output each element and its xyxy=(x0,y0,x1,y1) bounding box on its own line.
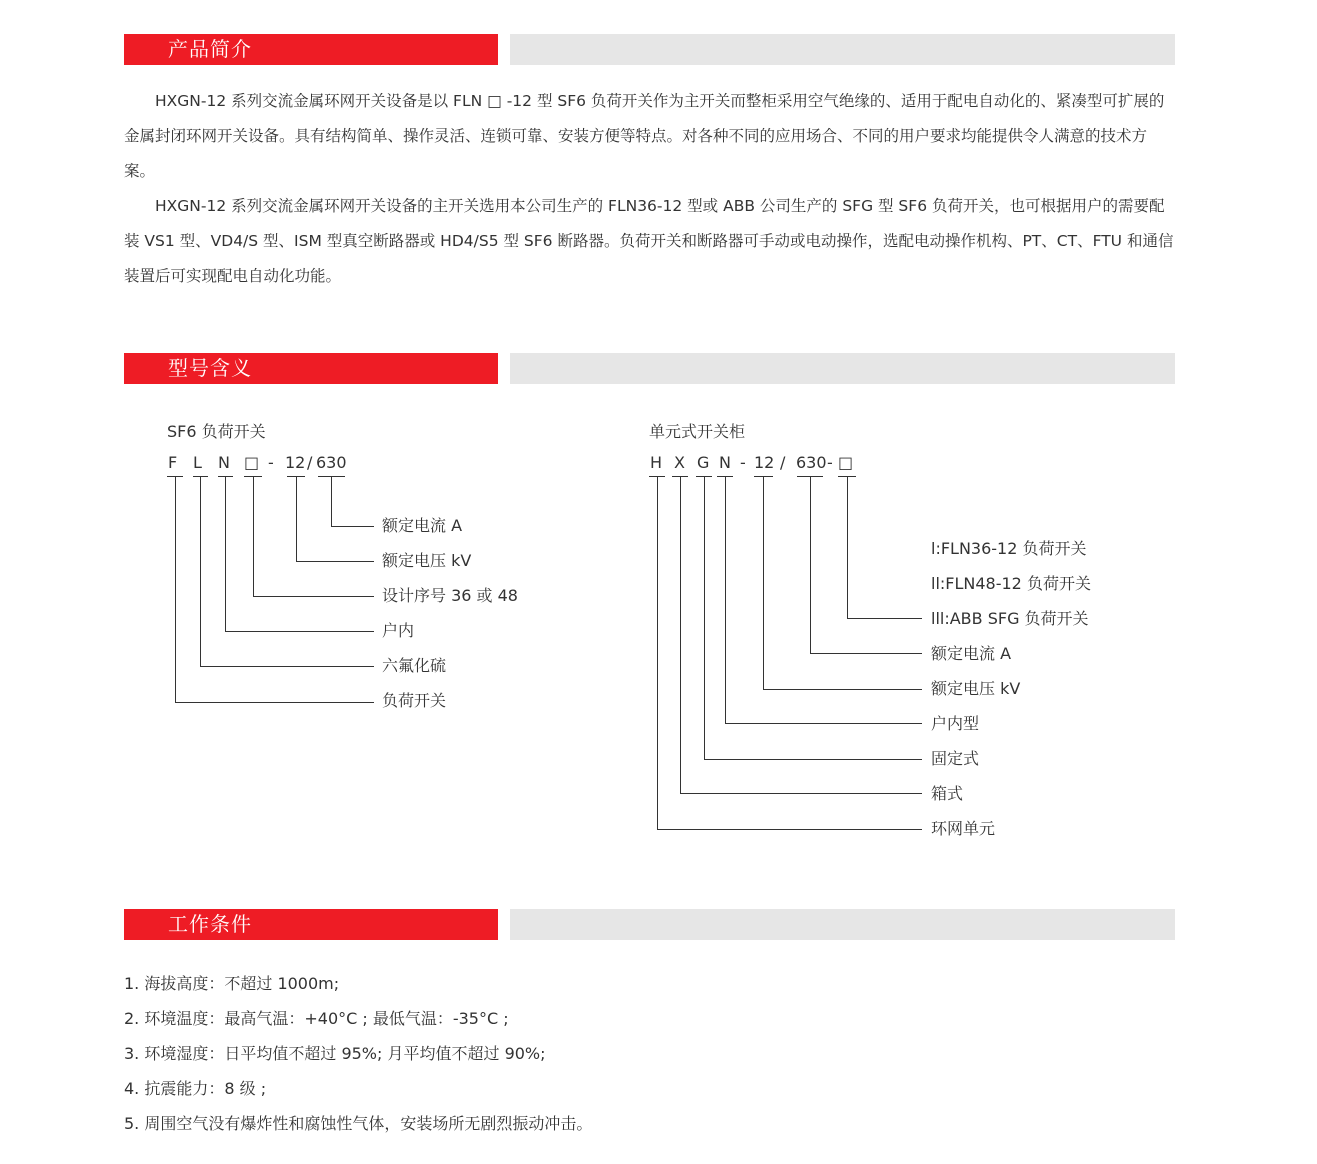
right-label-box-type: 箱式 xyxy=(931,784,964,803)
left-label-indoor: 户内 xyxy=(382,621,415,640)
code-char-dash: - xyxy=(268,453,274,472)
condition-altitude: 1. 海拔高度：不超过 1000m; xyxy=(124,974,340,993)
right-diagram-heading: 单元式开关柜 xyxy=(649,422,746,441)
right-label-fixed-type: 固定式 xyxy=(931,749,980,768)
code-char-slash: / xyxy=(780,453,786,472)
code-char-n: N xyxy=(719,453,731,472)
code-char-current: 630 xyxy=(316,453,347,472)
condition-seismic: 4. 抗震能力：8 级 ; xyxy=(124,1079,267,1098)
code-char-box: □ xyxy=(244,453,260,472)
left-label-rated-current: 额定电流 A xyxy=(382,516,463,535)
code-char-box: □ xyxy=(838,453,854,472)
left-label-load-switch: 负荷开关 xyxy=(382,691,447,710)
code-char-dash: - xyxy=(740,453,746,472)
left-diagram-heading: SF6 负荷开关 xyxy=(167,422,266,441)
code-char-l: L xyxy=(193,453,202,472)
right-label-ring-unit: 环网单元 xyxy=(931,819,996,838)
intro-paragraph-2: HXGN-12 系列交流金属环网开关设备的主开关选用本公司生产的 FLN36-12 型或 ABB 公司生产的 SFG 型 SF6 负荷开关，也可根据用户的需要配装 VS1 型、VD4/S 型、ISM 型真空断路器或 HD4/S5 型 SF6 断路器。负荷开关和断路器可手动或电动操作，选配电动操作机构、PT、CT、FTU 和通信装置后可实现配电自动化功能。 xyxy=(124,197,1174,285)
left-label-design-number: 设计序号 36 或 48 xyxy=(382,586,518,605)
section-title-bar xyxy=(124,909,498,940)
right-label-indoor-type: 户内型 xyxy=(931,714,980,733)
section-title: 工作条件 xyxy=(168,912,252,936)
section-header-conditions xyxy=(124,909,1175,940)
code-char-g: G xyxy=(697,453,710,472)
right-label-rated-current: 额定电流 A xyxy=(931,644,1012,663)
left-label-sf6: 六氟化硫 xyxy=(382,656,447,675)
intro-paragraph-1: HXGN-12 系列交流金属环网开关设备是以 FLN □ -12 型 SF6 负荷开关作为主开关而整柜采用空气绝缘的、适用于配电自动化的、紧凑型可扩展的金属封闭环网开关设备。具有结构简单、操作灵活、连锁可靠、安装方便等特点。对各种不同的应用场合、不同的用户要求均能提供令人满意的技术方案。 xyxy=(124,92,1165,180)
left-label-rated-voltage: 额定电压 kV xyxy=(382,551,472,570)
section-title: 型号含义 xyxy=(168,356,252,380)
right-option-abb-sfg: lll:ABB SFG 负荷开关 xyxy=(931,609,1089,628)
right-option-fln36: l:FLN36-12 负荷开关 xyxy=(931,539,1087,558)
code-char-f: F xyxy=(168,453,178,472)
condition-humidity: 3. 环境湿度：日平均值不超过 95%; 月平均值不超过 90%; xyxy=(124,1044,546,1063)
code-char-dash-2: - xyxy=(827,453,833,472)
right-label-rated-voltage: 额定电压 kV xyxy=(931,679,1021,698)
code-char-voltage: 12 xyxy=(285,453,306,472)
section-divider-bar xyxy=(510,909,1175,940)
condition-temperature: 2. 环境温度：最高气温：+40°C ; 最低气温：-35°C ; xyxy=(124,1009,509,1028)
code-char-voltage: 12 xyxy=(754,453,775,472)
code-char-current: 630 xyxy=(796,453,827,472)
condition-environment: 5. 周围空气没有爆炸性和腐蚀性气体，安装场所无剧烈振动冲击。 xyxy=(124,1114,593,1133)
code-char-n: N xyxy=(218,453,230,472)
code-char-h: H xyxy=(650,453,663,472)
code-char-slash: / xyxy=(307,453,313,472)
section-title: 产品简介 xyxy=(168,37,252,61)
right-option-fln48: ll:FLN48-12 负荷开关 xyxy=(931,574,1091,593)
code-char-x: X xyxy=(674,453,685,472)
